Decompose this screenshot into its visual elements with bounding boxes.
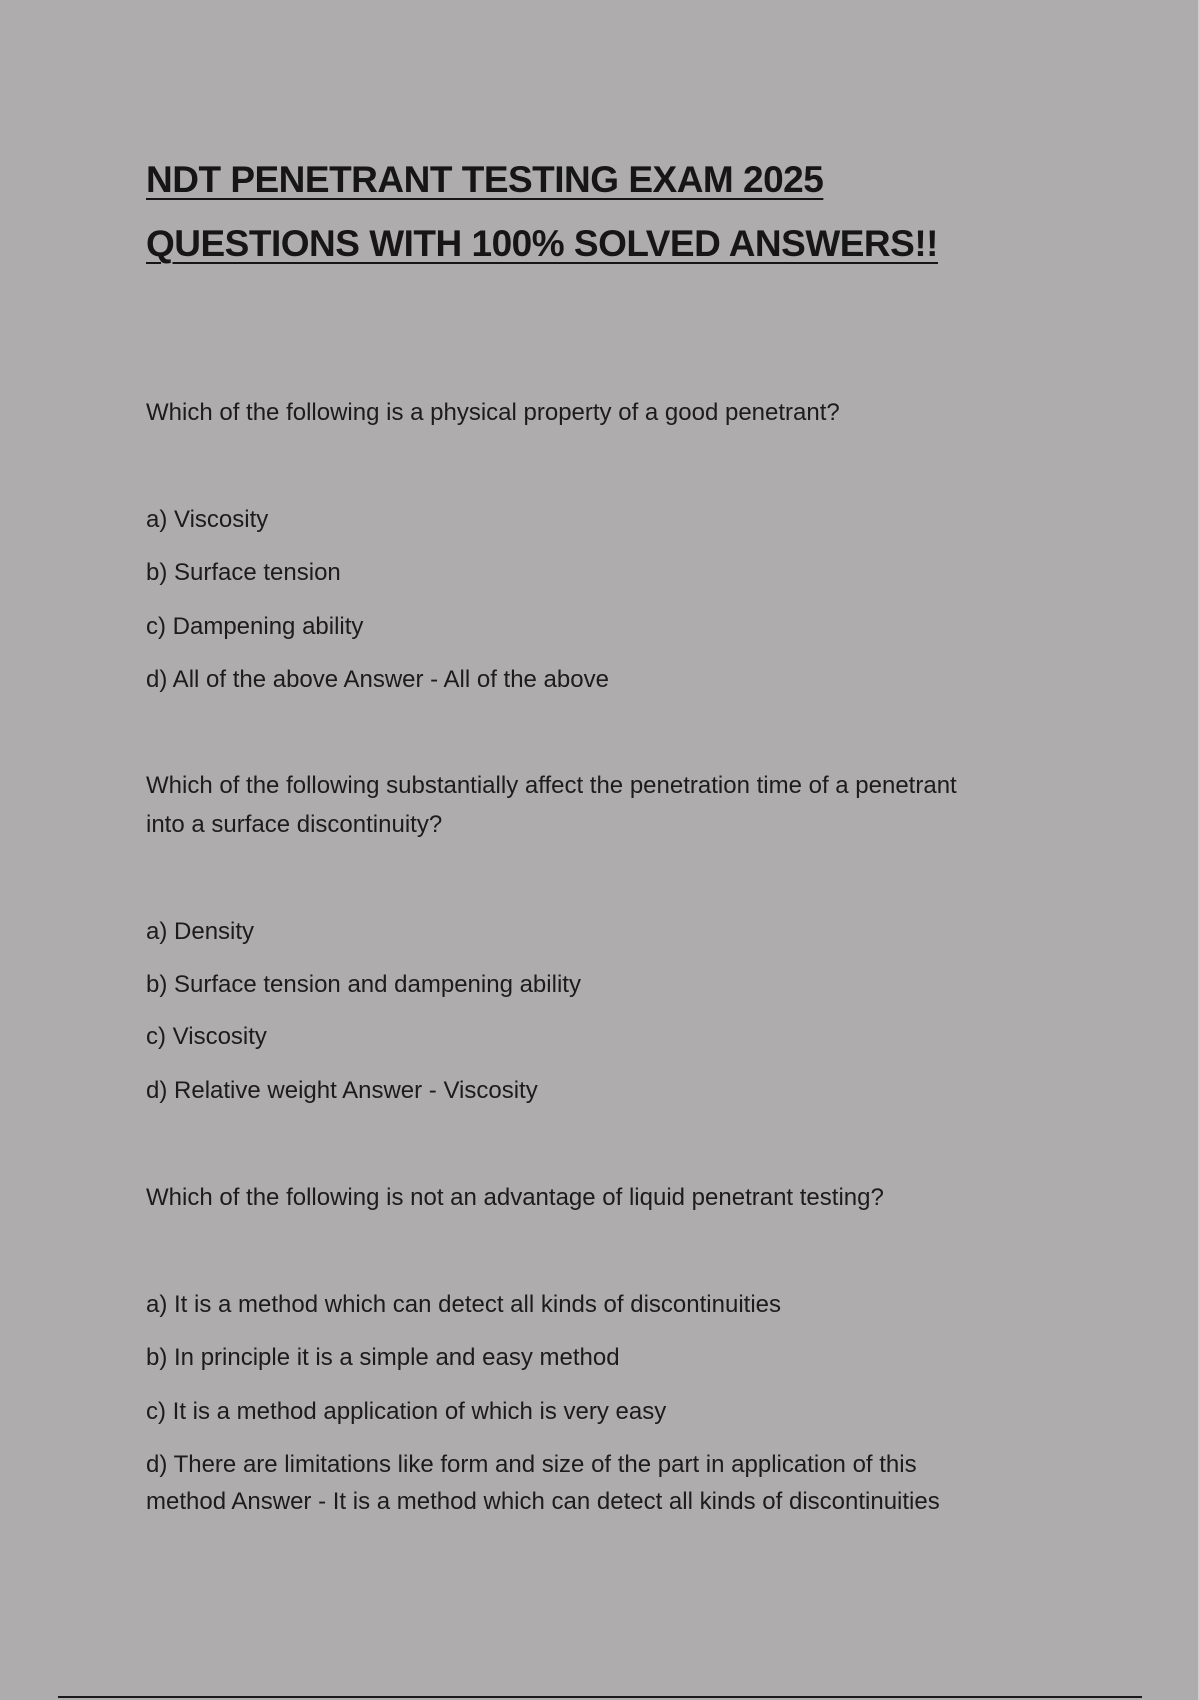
question-2-option-b: b) Surface tension and dampening ability <box>146 971 581 998</box>
title-line-2: QUESTIONS WITH 100% SOLVED ANSWERS!! <box>146 223 938 264</box>
question-2-option-c: c) Viscosity <box>146 1023 267 1050</box>
question-2-option-a: a) Density <box>146 918 255 945</box>
question-3-option-b: b) In principle it is a simple and easy method <box>146 1344 620 1371</box>
footer-divider <box>58 1696 1142 1698</box>
question-1-option-b: b) Surface tension <box>146 559 341 586</box>
question-3-option-a: a) It is a method which can detect all kinds of discontinuities <box>146 1291 781 1318</box>
question-2-option-d: d) Relative weight Answer - Viscosity <box>146 1077 538 1104</box>
question-1-option-a: a) Viscosity <box>146 506 269 533</box>
question-3: Which of the following is not an advantage of liquid penetrant testing? <box>146 1184 884 1211</box>
question-1-option-d: d) All of the above Answer - All of the above <box>146 666 609 693</box>
question-2-line-1: Which of the following substantially affect the penetration time of a penetrant <box>146 772 957 799</box>
question-3-option-d-line-1: d) There are limitations like form and size of the part in application of this <box>146 1451 917 1478</box>
document-title <box>146 148 1106 276</box>
question-2-line-2: into a surface discontinuity? <box>146 811 443 838</box>
question-1: Which of the following is a physical property of a good penetrant? <box>146 399 840 426</box>
question-3-option-d-line-2: method Answer - It is a method which can detect all kinds of discontinuities <box>146 1488 940 1515</box>
title-line-1: NDT PENETRANT TESTING EXAM 2025 <box>146 159 824 200</box>
question-1-option-c: c) Dampening ability <box>146 613 364 640</box>
question-3-option-c: c) It is a method application of which is very easy <box>146 1398 667 1425</box>
